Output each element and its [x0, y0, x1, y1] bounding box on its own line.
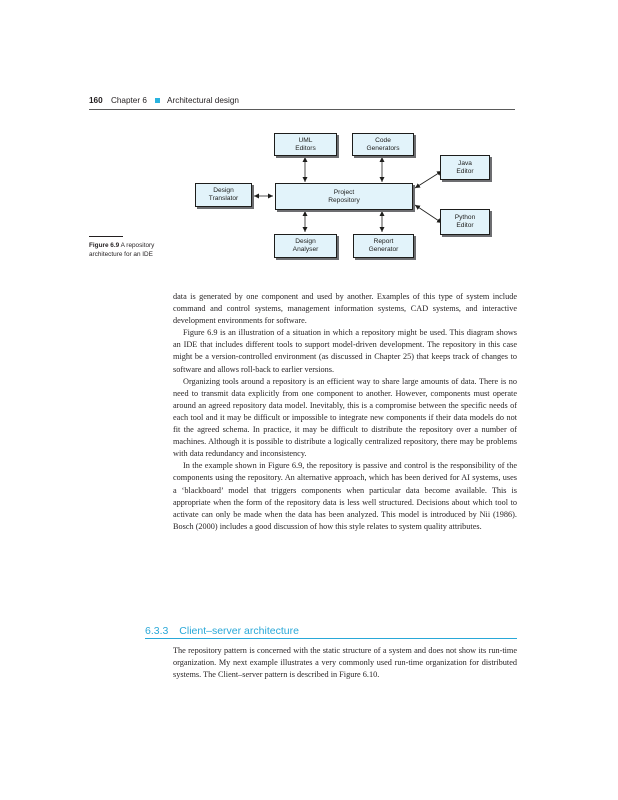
- uml-editors-line1: UML: [298, 136, 313, 144]
- python-editor-box: [440, 209, 490, 235]
- section-paragraph: The repository pattern is concerned with the static structure of a system and does not show its run-time organization. My next example illustrates a very commonly used run-time organization for distributed systems. The Client–server pattern is described in Figure 6.10.: [173, 646, 517, 680]
- section-heading: [145, 625, 517, 639]
- report-generator-line2: Generator: [368, 246, 399, 253]
- design-analyser-line2: Analyser: [292, 246, 319, 253]
- arrow-repository-java: [415, 171, 442, 188]
- report-generator-box: [353, 234, 414, 258]
- paragraph-2: Figure 6.9 is an illustration of a situation in which a repository might be used. This diagram shows an IDE that includes different tools to support model-driven development. The repository in this case might be a version-controlled environment (as discussed in Chapter 25) that keeps track of changes to software and allows roll-back to earlier versions.: [173, 328, 517, 374]
- section-title: Client–server architecture: [179, 625, 299, 637]
- section-number: 6.3.3: [145, 625, 169, 637]
- paragraph-1: data is generated by one component and used by another. Examples of this type of system include command and control systems, management information systems, CAD systems, and interactive development environments for software.: [173, 292, 517, 326]
- repository-diagram: [190, 128, 510, 268]
- java-editor-box: [440, 155, 490, 180]
- separator-square-icon: [155, 98, 160, 103]
- running-head: [89, 96, 515, 110]
- chapter-label: Chapter 6: [110, 96, 147, 105]
- project-repository-line2: Repository: [328, 196, 360, 204]
- chapter-title: Architectural design: [167, 96, 239, 105]
- figure-caption-text: A repository architecture for an IDE: [89, 242, 155, 258]
- caption-rule: [89, 236, 123, 237]
- project-repository-line1: Project: [333, 188, 355, 196]
- figure-label: Figure 6.9: [89, 242, 120, 249]
- report-generator-line1: Report: [373, 238, 394, 245]
- uml-editors-box: [274, 133, 337, 156]
- python-editor-line2: Editor: [456, 222, 474, 229]
- paragraph-3: Organizing tools around a repository is an efficient way to share large amounts of data. There is no need to transmit data explicitly from one component to another. However, components must operate around an agreed repository data model. Inevitably, this is a compromise between the specific needs of each tool and it may be difficult or impossible to integrate new components if their data models do not fit the agreed schema. In practice, it may be difficult to distribute the repository over a number of machines. Although it is possible to distribute a logically centralized repository, there may be problems with data redundancy and inconsistency.: [173, 376, 517, 459]
- python-editor-line1: Python: [454, 214, 476, 221]
- design-analyser-line1: Design: [295, 238, 316, 245]
- figure-caption: [89, 236, 169, 259]
- arrow-repository-python: [415, 205, 442, 223]
- code-generators-line1: Code: [375, 136, 391, 144]
- body-text: [173, 291, 517, 533]
- design-translator-line2: Translator: [208, 195, 239, 202]
- design-translator-box: [195, 183, 252, 207]
- java-editor-line1: Java: [458, 159, 472, 167]
- design-analyser-box: [274, 234, 337, 258]
- section-body: [173, 645, 517, 681]
- page-number: 160: [89, 96, 103, 105]
- java-editor-line2: Editor: [456, 167, 474, 175]
- project-repository-box: [275, 183, 413, 210]
- uml-editors-line2: Editors: [295, 144, 316, 152]
- design-translator-line1: Design: [213, 187, 234, 194]
- code-generators-box: [352, 133, 414, 156]
- paragraph-4: In the example shown in Figure 6.9, the repository is passive and control is the responsibility of the components using the repository. An alternative approach, which has been derived for AI systems, uses a ‘blackboard’ model that triggers components when particular data become available. This is appropriate when the form of the repository data is less well structured. Decisions about which tool to activate can only be made when the data has been analyzed. This model is introduced by Nii (1986). Bosch (2000) includes a good discussion of how this style relates to system quality attributes.: [173, 461, 517, 531]
- code-generators-line2: Generators: [366, 144, 400, 152]
